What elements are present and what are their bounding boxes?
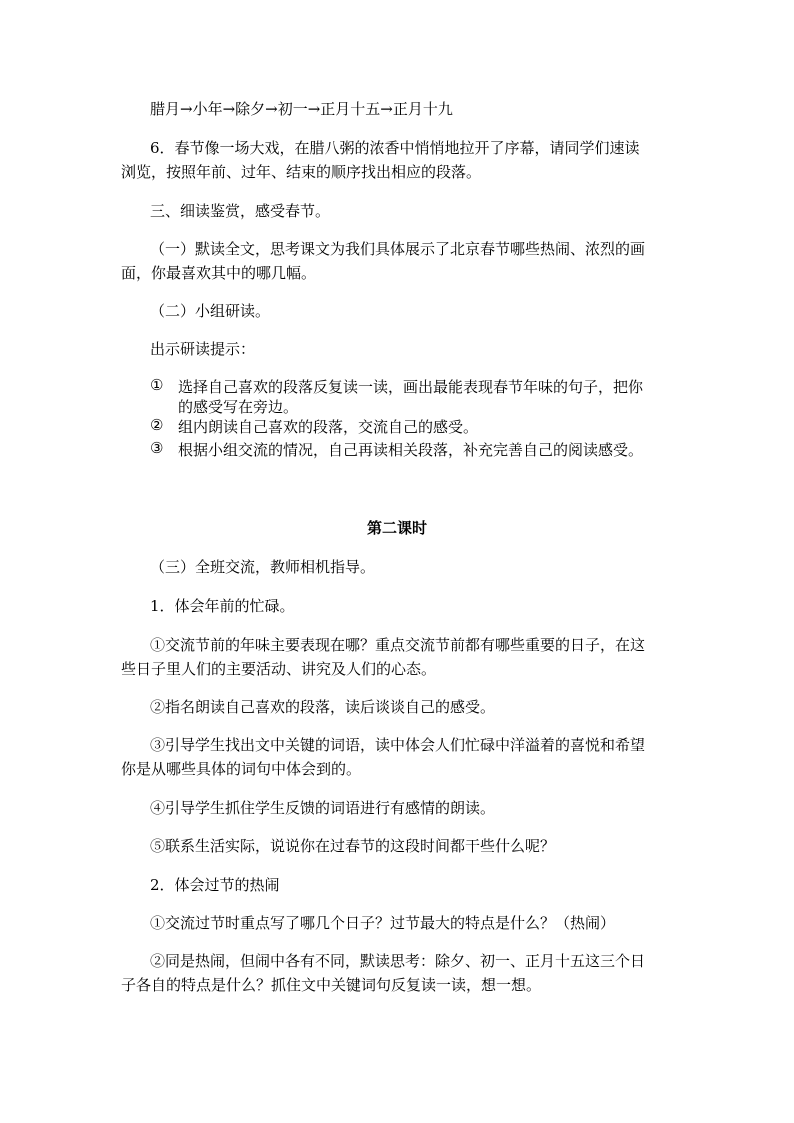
- p1-3-line1: ③引导学生找出文中关键的词语，读中体会人们忙碌中洋溢着的喜悦和希望: [150, 736, 646, 754]
- p2-1-line: ①交流过节时重点写了哪几个日子？过节最大的特点是什么？（热闹）: [150, 914, 616, 932]
- tip-text-line1: 根据小组交流的情况，自己再读相关段落，补充完善自己的阅读感受。: [178, 441, 644, 459]
- sub3-heading: （三）全班交流，教师相机指导。: [150, 558, 376, 576]
- item6-line2: 浏览，按照年前、过年、结束的顺序找出相应的段落。: [121, 163, 482, 181]
- point1-title: 1．体会年前的忙碌。: [150, 597, 295, 615]
- p1-3-line2: 你是从哪些具体的词句中体会到的。: [121, 760, 362, 778]
- sub1-line2: 面，你最喜欢其中的哪几幅。: [121, 264, 317, 282]
- p1-5-line: ⑤联系生活实际，说说你在过春节的这段时间都干些什么呢？: [150, 837, 556, 855]
- p1-1-line1: ①交流节前的年味主要表现在哪？重点交流节前都有哪些重要的日子，在这: [150, 636, 646, 654]
- tip-marker: ③: [150, 439, 164, 457]
- p1-2-line: ②指名朗读自己喜欢的段落，读后谈谈自己的感受。: [150, 698, 496, 716]
- section3-heading: 三、细读鉴赏，感受春节。: [150, 202, 331, 220]
- tip-text-line1: 组内朗读自己喜欢的段落，交流自己的感受。: [178, 418, 479, 436]
- item6-line1: 6．春节像一场大戏，在腊八粥的浓香中悄悄地拉开了序幕，请同学们速读: [150, 139, 640, 157]
- prompt-line: 出示研读提示：: [150, 340, 256, 358]
- p2-2-line1: ②同是热闹，但闹中各有不同，默读思考：除夕、初一、正月十五这三个日: [150, 952, 646, 970]
- lesson2-title: 第二课时: [366, 519, 427, 537]
- p2-2-line2: 子各自的特点是什么？抓住文中关键词句反复读一读，想一想。: [121, 976, 542, 994]
- tip-text-line1: 选择自己喜欢的段落反复读一读，画出最能表现春节年味的句子，把你: [178, 378, 644, 396]
- timeline-line: 腊月→小年→除夕→初一→正月十五→正月十九: [150, 100, 453, 118]
- p1-1-line2: 些日子里人们的主要活动、讲究及人们的心态。: [121, 660, 437, 678]
- tip-text-line2: 的感受写在旁边。: [178, 398, 299, 416]
- sub1-line1: （一）默读全文，思考课文为我们具体展示了北京春节哪些热闹、浓烈的画: [150, 240, 646, 258]
- sub2-heading: （二）小组研读。: [150, 302, 271, 320]
- point2-title: 2．体会过节的热闹: [150, 876, 280, 894]
- tip-marker: ②: [150, 416, 164, 434]
- tip-marker: ①: [150, 376, 164, 394]
- p1-4-line: ④引导学生抓住学生反馈的词语进行有感情的朗读。: [150, 799, 496, 817]
